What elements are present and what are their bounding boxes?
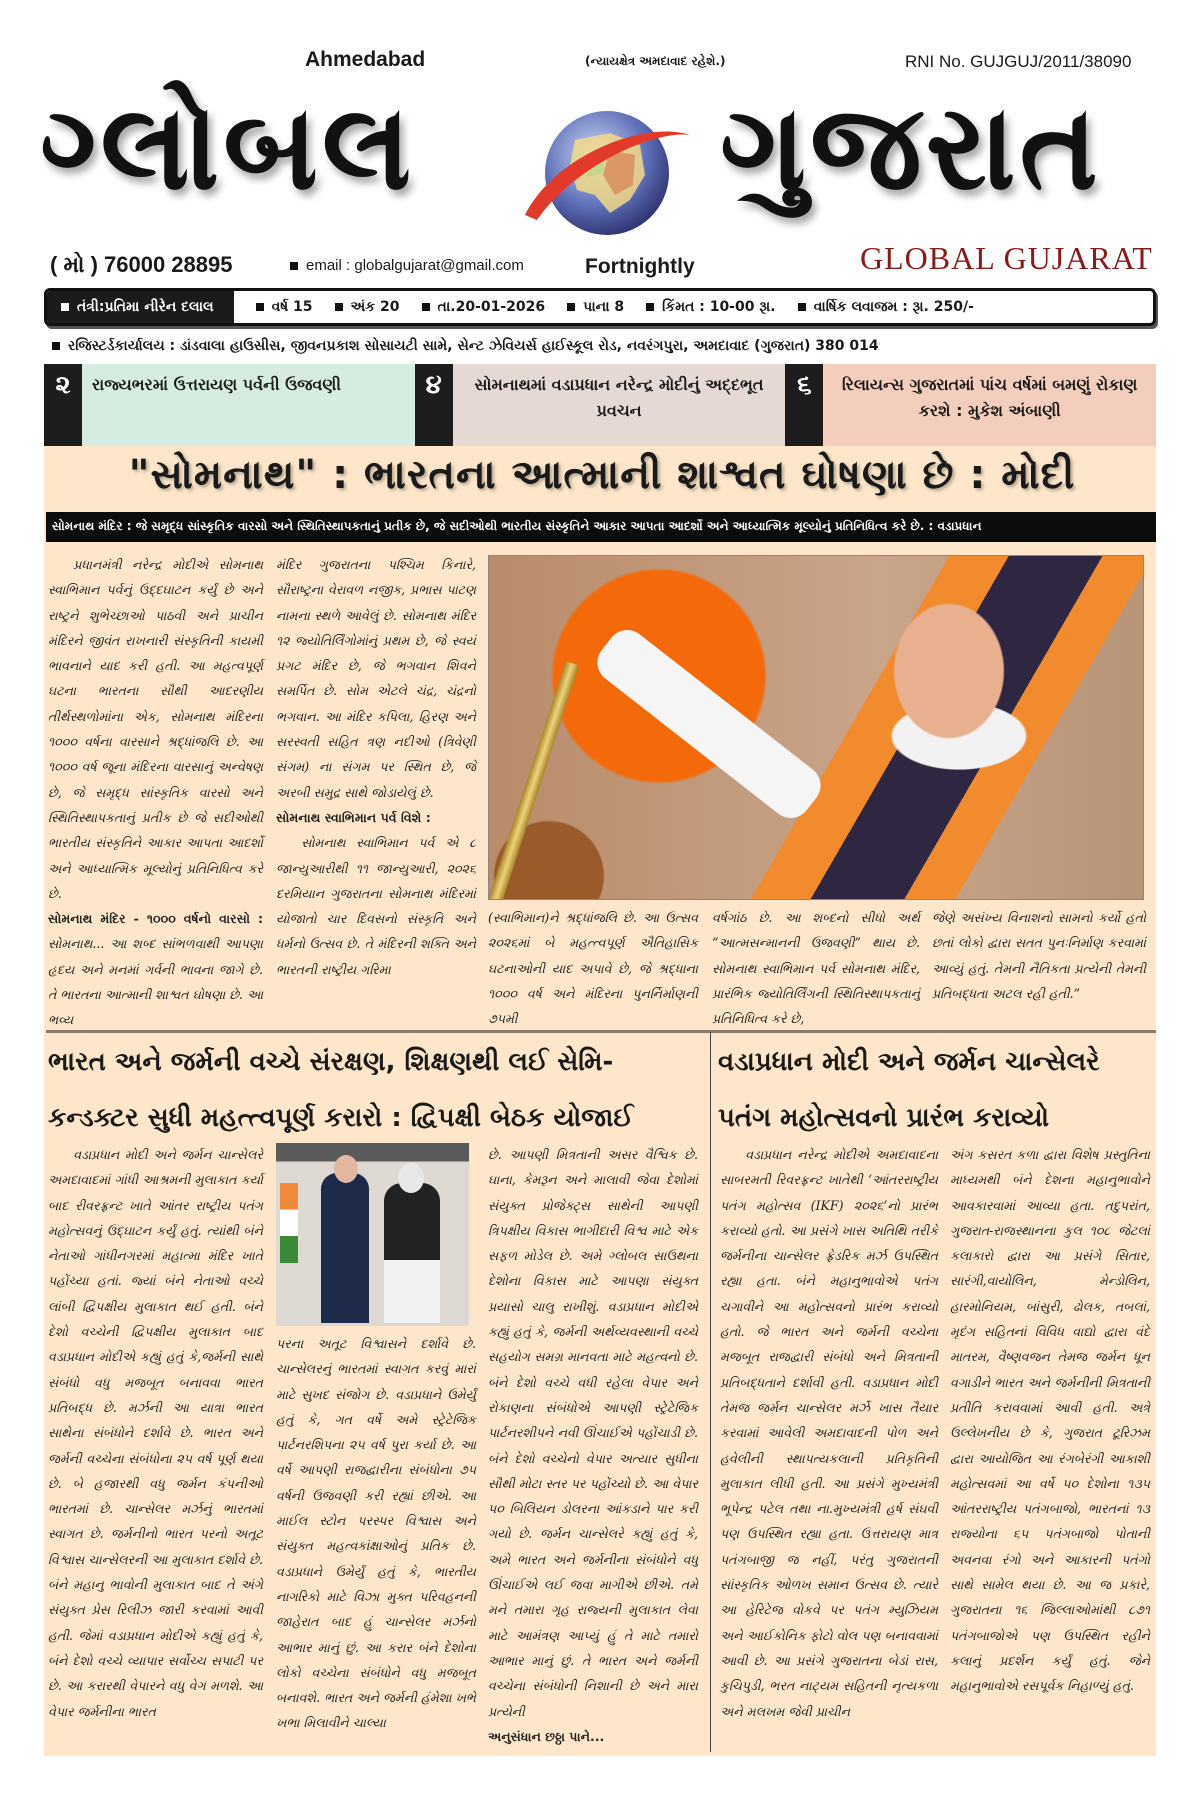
bullet-icon xyxy=(335,303,343,311)
story3-col1-paragraph: વડાપ્રધાન નરેન્દ્ર મોદીએ અમદાવાદના સાબરમતી રિવરફ્રન્ટ ખાતેથી ‘આંતરરાષ્ટ્રીય પતંગ મહોત્સવ (IKF) ૨૦૨૬‘નો પ્રારંભ કરાવ્યો હતો. આ પ્રસંગે ખાસ અતિથિ તરીકે જર્મનીના ચાન્સેલર ફ્રેડરિક મર્ઝ ઉપસ્થિત રહ્યા હતા. બંને મહાનુભાવોએ પતંગ ચગાવીને આ મહોત્સવનો પ્રારંભ કરાવ્યો હતો. જે ભારત અને જર્મની વચ્ચેના મજબૂત રાજદ્વારી સંબંધો અને મિત્રતાની પ્રતિબદ્ધતાને દર્શાવી હતી. વડાપ્રધાન મોદી તેમજ જર્મન ચાન્સેલર મર્ઝે ખાસ તૈયાર કરવામાં આવેલી અમદાવાદની પોળ અને હવેલીની સ્થાપત્યકલાની પ્રતિકૃતિની મુલાકાત લીધી હતી. આ પ્રસંગે મુખ્યમંત્રી ભૂપેન્દ્ર પટેલ તથા ના.મુખ્યમંત્રી હર્ષ સંઘવી પણ ઉપસ્થિત રહ્યા હતા. ઉત્તરાયણ માત્ર પતંગબાજી જ નહીં, પરંતુ ગુજરાતની સાંસ્કૃતિક ઓળખ સમાન ઉત્સવ છે. ત્યારે આ હેરિટેજ વોકવે પર પતંગ મ્યુઝિયમ અને આઈકોનિક ફોટો વોલ પણ બનાવવામાં આવી છે. આ પ્રસંગે ગુજરાતના બેડાં રાસ, કુચિપુડી, ભરત નાટ્યમ સહિતની નૃત્યકળા અને મલખમ જેવી પ્રાચીન xyxy=(720,1147,938,1719)
teaser-headline: રિલાયન્સ ગુજરાતમાં પાંચ વર્ષમાં બમણું રોકાણ કરશે : મુકેશ અંબાણી xyxy=(823,364,1156,446)
lead-col2-paragraph-2: સોમનાથ સ્વાભિમાન પર્વ એ ૮ જાન્યુઆરીથી ૧૧ જાન્યુઆરી, ૨૦૨૬ દરમિયાન ગુજરાતના સોમનાથ મંદિરમાં યોજાતો ચાર દિવસનો સંસ્કૃતિ અને ધર્મનો ઉત્સવ છે. તે મંદિરની શક્તિ અને ભારતની રાષ્ટ્રીય ગરિમા xyxy=(276,835,476,977)
story2-photo-modi-merz xyxy=(276,1143,469,1326)
teaser-page-2[interactable] xyxy=(44,364,415,446)
rni-number: RNI No. GUJGUJ/2011/38090 xyxy=(905,52,1132,71)
publication-frequency: Fortnightly xyxy=(585,255,695,278)
lead-column-2 xyxy=(276,552,476,982)
lead-col2-paragraph: મંદિર ગુજરાતના પશ્ચિમ કિનારે, સૌરાષ્ટ્રના વેરાવળ નજીક, પ્રભાસ પાટણ નામના સ્થળે આવેલું છે. સોમનાથ મંદિર ૧૨ જ્યોતિર્લિંગોમાંનું પ્રથમ છે, જે સ્વયં પ્રગટ મંદિર છે, જે ભગવાન શિવને સમર્પિત છે. સોમ એટલે ચંદ્ર, ચંદ્રનો ભગવાન. આ મંદિર કપિલા, હિરણ અને સરસ્વતી સહિત ત્રણ નદીઓ (ત્રિવેણી સંગમ) ના સંગમ પર સ્થિત છે, જે અરબી સમુદ્ર સાથે જોડાયેલું છે. xyxy=(276,557,476,800)
address-text: રજિસ્ટર્ડકાર્યાલય : ડાંડવાલા હાઉસીસ, જીવનપ્રકાશ સોસાયટી સામે, સેન્ટ ઝેવિયર્સ હાઈસ્કૂલ રોડ, નવરંગપુરા, અમદાવાદ (ગુજરાત) 380 014 xyxy=(68,338,879,354)
lead-column-1 xyxy=(48,552,263,1033)
story2-headline xyxy=(48,1034,633,1146)
teaser-page-number: ૨ xyxy=(44,364,82,446)
newspaper-title-right: ગુજરાત xyxy=(720,78,1102,216)
page-count xyxy=(567,299,624,315)
lead-col4-paragraph: વર્ષગાંઠ છે. આ શબ્દનો સીધો અર્થ “આત્મસન્માનની ઉજવણી” થાય છે. સોમનાથ સ્વાભિમાન પર્વ સોમનાથ મંદિર, પ્રારંભિક જ્યોતિર્લિંગની સ્થિતિસ્થાપકતાનું પ્રતિનિધિત્વ કરે છે, xyxy=(712,910,920,1027)
phone-number: ( મો ) 76000 28895 xyxy=(50,252,233,277)
teaser-page-number: ૬ xyxy=(785,364,823,446)
bullet-icon xyxy=(290,262,298,270)
bullet-icon xyxy=(256,303,264,311)
newspaper-title-english: GLOBAL GUJARAT xyxy=(860,240,1153,276)
story3-col2-paragraph: અંગ કસરત કળા દ્વારા વિશેષ પ્રસ્તુતિના માધ્યમથી બંને દેશના મહાનુભાવોને આવકારવામાં આવ્યા હતા. તદુપરાંત, ગુજરાત-રાજસ્થાનના કુલ ૧૦૮ જેટલાં કલાકારો દ્વારા આ પ્રસંગે સિતાર, સારંગી,વાયોલિન, મેન્ડોલિન, હારમોનિયમ, બાંસુરી, ઢોલક, તબલાં, મૃદંગ સહિતનાં વિવિધ વાદ્યો દ્વારા વંદે માતરમ, વૈષ્ણવજન તેમજ જર્મન ધૂન વગાડીને ભારત અને જર્મનીની મિત્રતાની પ્રતીતિ કરાવવામાં આવી હતી. અત્રે ઉલ્લેખનીય છે કે, ગુજરાત ટૂરિઝમ દ્વારા આયોજિત આ રંગબેરંગી આકાશી મહોત્સવમાં આ વર્ષે ૫૦ દેશોના ૧૩૫ આંતરરાષ્ટ્રીય પતંગબાજો, ભારતનાં ૧૩ રાજ્યોના ૬૫ પતંગબાજો પોતાની અવનવા રંગો અને આકારની પતંગો સાથે સામેલ થયા છે. આ જ પ્રકારે, ગુજરાતના ૧૬ જિલ્લાઓમાંથી ૮૭૧ પતંગબાજોએ પણ ઉપસ્થિત રહીને કલાનું પ્રદર્શન કર્યું હતું. જેને મહાનુભાવોએ રસપૂર્વક નિહાળ્યું હતું. xyxy=(950,1147,1150,1694)
lead-col1-subhead: સોમનાથ મંદિર - ૧૦૦૦ વર્ષનો વારસો : xyxy=(48,911,263,927)
story2-column-1 xyxy=(48,1142,263,1724)
story2-column-3 xyxy=(488,1142,698,1749)
issue-number xyxy=(335,299,400,315)
story2-col3-paragraph: છે. આપણી મિત્રતાની અસર વૈશ્વિક છે. ઘાના, કેમરૂન અને માલાવી જેવા દેશોમાં સંયુક્ત પ્રોજેક્ટ્સ સાથેની આપણી ત્રિપક્ષીય વિકાસ ભાગીદારી વિશ્વ માટે એક સફળ મોડેલ છે. અમે ગ્લોબલ સાઉથના દેશોના વિકાસ માટે આપણા સંયુક્ત પ્રયાસો ચાલુ રાખીશું. વડાપ્રધાન મોદીએ કહ્યું હતું કે, જર્મની અર્થવ્યવસ્થાની વચ્ચે સહયોગ સમગ્ર માનવતા માટે મહત્વનો છે. બંને દેશો વચ્ચે વધી રહેલા વેપાર અને રોકાણના સંબંધોએ આપણી સ્ટ્રેટેજિક પાર્ટનરશીપને નવી ઊંચાઈએ પહોંચાડી છે. બંને દેશો વચ્ચેનો વેપાર અત્યાર સુધીના સૌથી મોટા સ્તર પર પહોંચ્યો છે. આ વેપાર ૫૦ બિલિયન ડોલરના આંકડાને પાર કરી ગયો છે. જર્મન ચાન્સેલરે કહ્યું હતું કે, અમે ભારત અને જર્મનીના સંબંધોને વધુ ઊંચાઈએ લઈ જવા માગીએ છીએ. તમે મને તમારા ગૃહ રાજ્યની મુલાકાત લેવા માટે આમંત્રણ આપ્યું હું તે માટે તમારો આભાર માનું છું. તે ભારત અને જર્મની વચ્ચેના સંબંધોની નિશાની છે અને મારા પ્રત્યેની xyxy=(488,1147,698,1719)
photo-staff xyxy=(488,661,579,900)
lead-column-3 xyxy=(488,905,698,1031)
photo-person-pm xyxy=(384,1183,440,1323)
bullet-icon xyxy=(798,303,806,311)
editor-text: તંત્રી:પ્રતિમા નીરેન દલાલ xyxy=(77,299,214,315)
lead-column-4 xyxy=(712,905,920,1031)
teaser-headline: સોમનાથમાં વડાપ્રધાન નરેન્દ્ર મોદીનું અદ્દભૂત પ્રવચન xyxy=(453,364,786,446)
lead-col1-paragraph-2: સોમનાથ... આ શબ્દ સાંભળવાથી આપણા હૃદય અને મનમાં ગર્વની ભાવના જાગે છે. તે ભારતના આત્માની શાશ્વત ઘોષણા છે. આ ભવ્ય xyxy=(48,936,263,1028)
bullet-icon xyxy=(422,303,430,311)
story2-column-2 xyxy=(276,1331,476,1736)
annual-subscription-text: વાર્ષિક લવાજમ : રૂા. 250/- xyxy=(813,299,974,315)
story3-column-1 xyxy=(720,1142,938,1724)
teaser-headline: રાજ્યભરમાં ઉત્તરાયણ પર્વની ઉજવણી xyxy=(82,364,415,446)
story3-column-2 xyxy=(950,1142,1150,1699)
bullet-icon xyxy=(567,303,575,311)
teaser-page-4[interactable] xyxy=(415,364,786,446)
lead-headline: "સોમનાથ" : ભારતના આત્માની શાશ્વત ઘોષણા છે : મોદી xyxy=(128,452,1076,498)
issue-info-bar xyxy=(44,288,1156,326)
story2-col1-paragraph: વડાપ્રધાન મોદી અને જર્મન ચાન્સેલરે અમદાવાદમાં ગાંધી આશ્રમની મુલાકાત કર્યા બાદ રીવરફ્રન્ટ ખાતે આંતર રાષ્ટ્રીય પતંગ મહોત્સવનું ઉદ્ઘાટન કર્યું હતું. ત્યાંથી બંને નેતાઓ ગાંધીનગરમાં મહાત્મા મંદિર ખાતે પહોંચ્યા હતાં. જ્યાં બંને નેતાઓ વચ્ચે લાંબી દ્વિપક્ષીય મુલાકાત થઈ હતી. બંને દેશો વચ્ચેની દ્વિપક્ષીય મુલાકાત બાદ વડાપ્રધાન મોદીએ કહ્યું હતું કે,જર્મની સાથે સંબંધો વધુ મજબૂત બનાવવા ભારત પ્રતિબદ્ધ છે. મર્ઝની આ યાત્રા ભારત સાથેના સંબંધોને દર્શાવે છે. ભારત અને જર્મની વચ્ચેના સંબંધોના ૨૫ વર્ષ પૂર્ણ થયા છે. બે હજારથી વધુ જર્મન કંપનીઓ ભારતમાં છે. ચાન્સેલર મર્ઝનું ભારતમાં સ્વાગત છે. જર્મનીનો ભારત પરનો અતૂટ વિશ્વાસ ચાન્સેલરની આ મુલાકાત દર્શાવે છે. બંને મહાનુ ભાવોની મુલાકાત બાદ તે અંગે સંયુક્ત પ્રેસ રિલીઝ જારી કરવામાં આવી હતી. જેમાં વડાપ્રધાન મોદીએ કહ્યું હતું કે, બંને દેશો વચ્ચે વ્યાપાર સર્વોચ્ચ સપાટી પર છે. આ કરારથી વેપારને વધુ વેગ મળશે. આ વેપાર જર્મનીના ભારત xyxy=(48,1147,263,1719)
issue-date xyxy=(422,299,546,315)
issue-year xyxy=(256,299,313,315)
email-address xyxy=(290,257,524,274)
photo-head xyxy=(398,1163,424,1193)
lead-col5-paragraph: જેણે અસંખ્ય વિનાશનો સામનો કર્યો હતો છતાં લોકો દ્વારા સતત પુનઃનિર્માણ કરવામાં આવ્યું હતું. તેમની નૈતિકતા પ્રત્યેની તેમની પ્રતિબદ્ધતા અટલ રહી હતી.” xyxy=(932,910,1146,1001)
lead-col3-paragraph: (સ્વાભિમાન)ને શ્રદ્ધાંજલિ છે. આ ઉત્સવ ૨૦૨૬માં બે મહત્ત્વપૂર્ણ ઐતિહાસિક ઘટનાઓની યાદ અપાવે છે, જે શ્રદ્ધાના ૧૦૦૦ વર્ષ અને મંદિરના પુનર્નિર્માણની ૭૫મી xyxy=(488,910,698,1027)
column-divider xyxy=(710,1032,711,1752)
story3-headline-line-2: પતંગ મહોત્સવનો પ્રારંભ કરાવ્યો xyxy=(718,1103,1050,1133)
lead-strapline: સોમનાથ મંદિર : જે સમૃદ્ધ સાંસ્કૃતિક વારસો અને સ્થિતિસ્થાપકતાનું પ્રતીક છે, જે સદીઓથી ભારતીય સંસ્કૃતિને આકાર આપતા આદર્શો અને આધ્યાત્મિક મૂલ્યોનું પ્રતિનિધિત્વ કરે છે. : વડાપ્રધાન xyxy=(46,512,1156,542)
photo-person-chancellor xyxy=(321,1173,369,1323)
teaser-page-6[interactable] xyxy=(785,364,1156,446)
globe-logo-icon xyxy=(515,95,695,255)
bullet-icon xyxy=(52,342,60,350)
editor-name xyxy=(47,291,234,323)
newspaper-title-left: ગ્લોબલ xyxy=(40,78,416,216)
issue-date-text: તા.20-01-2026 xyxy=(437,299,546,315)
story2-headline-line-1: ભારત અને જર્મની વચ્ચે સંરક્ષણ, શિક્ષણથી લઈ સેમિ- xyxy=(48,1047,614,1077)
lead-col2-subhead: સોમનાથ સ્વાભિમાન પર્વ વિશે : xyxy=(276,809,431,825)
continued-on-page-link[interactable]: અનુસંધાન છઠ્ઠા પાને... xyxy=(488,1728,605,1744)
story3-headline-line-1: વડાપ્રધાન મોદી અને જર્મન ચાન્સેલરે xyxy=(718,1047,1100,1077)
issue-number-text: અંક 20 xyxy=(350,299,400,315)
issue-price xyxy=(646,299,775,315)
annual-subscription xyxy=(798,299,974,315)
page-count-text: પાના 8 xyxy=(583,299,625,315)
section-divider xyxy=(46,1030,1156,1033)
contact-row xyxy=(50,252,950,280)
indian-flag xyxy=(280,1183,298,1263)
lead-col1-paragraph: પ્રધાનમંત્રી નરેન્દ્ર મોદીએ સોમનાથ સ્વાભિમાન પર્વનું ઉદ્દઘાટન કર્યું છે અને રાષ્ટ્રને શુભેચ્છાઓ પાઠવી અને પ્રાચીન મંદિરને જીવંત રાખનારી સંસ્કૃતિની કાયમી ભાવનાને યાદ કરી હતી. આ મહત્વપૂર્ણ ઘટના ભારતના સૌથી આદરણીય તીર્થસ્થળોમાંના એક, સોમનાથ મંદિરના ૧૦૦૦ વર્ષના વારસાને શ્રદ્ધાંજલિ છે. આ ૧૦૦૦ વર્ષ જૂના મંદિરના વારસાનું અન્વેષણ છે, જે સમૃદ્ધ સાંસ્કૃતિક વારસો અને સ્થિતિસ્થાપકતાનું પ્રતીક છે જે સદીઓથી ભારતીય સંસ્કૃતિને આકાર આપતા આદર્શો અને આધ્યાત્મિક મૂલ્યોનું પ્રતિનિધિત્વ કરે છે. xyxy=(48,557,263,901)
jurisdiction-note: (ન્યાયક્ષેત્ર અમદાવાદ રહેશે.) xyxy=(585,54,726,68)
email-text: email : globalgujarat@gmail.com xyxy=(306,257,524,274)
story2-col2-paragraph: પરના અતૂટ વિશ્વાસને દર્શાવે છે. ચાન્સેલરનું ભારતમાં સ્વાગત કરવું મારાં માટે સુખદ સંજોગ છે. વડાપ્રધાને ઉમેર્યું હતું કે, ગત વર્ષે અમે સ્ટ્રેટેજિક પાર્ટનરશિપના ૨૫ વર્ષ પુરા કર્યા છે. આ વર્ષે આપણી રાજદ્વારીના સંબંધોના ૭૫ વર્ષની ઉજવણી કરી રહ્યાં છીએ. આ માઈલ સ્ટોન પરસ્પર વિશ્વાસ અને સંયુક્ત મહત્વકાંક્ષાઓનું પ્રતિક છે. વડાપ્રધાને ઉમેર્યું હતું કે, ભારતીય નાગરિકો માટે વિઝા મુક્ત પરિવહનની જાહેરાત બાદ હું ચાન્સેલર મર્ઝનો આભાર માનું છું. આ કરાર બંને દેશોના લોકો વચ્ચેના સંબંધોને વધુ મજબૂત બનાવશે. ભારત અને જર્મની હંમેશા ખભે ખભા મિલાવીને ચાલ્યા xyxy=(276,1336,476,1731)
photo-head xyxy=(334,1155,358,1183)
story2-headline-line-2: કન્ડક્ટર સુધી મહત્ત્વપૂર્ણ કરારો : દ્વિપક્ષી બેઠક યોજાઈ xyxy=(48,1103,634,1133)
issue-year-text: વર્ષ 15 xyxy=(271,299,313,315)
teaser-page-number: ૪ xyxy=(415,364,453,446)
inside-pages-teasers xyxy=(44,364,1156,446)
registered-office-address xyxy=(52,338,879,354)
lead-column-5 xyxy=(932,905,1146,1006)
issue-price-text: કિંમત : 10-00 રૂા. xyxy=(662,299,776,315)
lead-photo-pm-somnath xyxy=(488,555,1144,900)
story3-headline xyxy=(718,1034,1100,1146)
bullet-icon xyxy=(646,303,654,311)
bullet-icon xyxy=(61,303,69,311)
edition-city: Ahmedabad xyxy=(305,48,426,71)
issue-details xyxy=(234,299,974,315)
photo-raised-arm xyxy=(589,622,828,826)
